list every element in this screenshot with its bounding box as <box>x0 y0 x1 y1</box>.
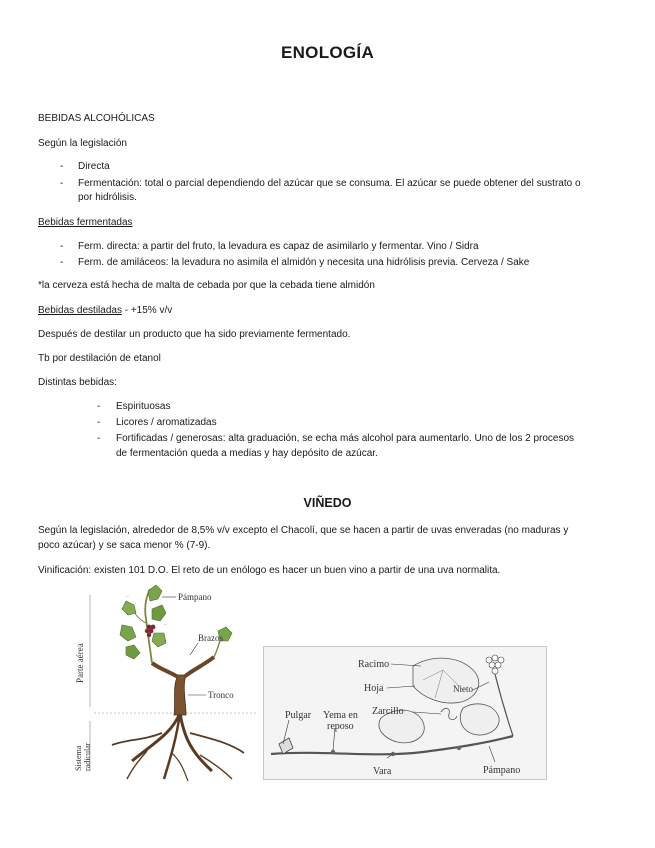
svg-text:—: — <box>164 622 167 626</box>
kinds-label: Distintas bebidas: <box>38 377 117 388</box>
roots <box>112 713 244 781</box>
legal-line: Según la legislación <box>38 138 127 149</box>
label-pampano-2: Pámpano <box>483 765 521 776</box>
list-item-fortificadas-cont: de fermentación queda a medias y hay depósito de azúcar. <box>116 448 378 459</box>
svg-text:—: — <box>164 638 167 642</box>
list-bullet: - <box>60 257 64 268</box>
label-yema-en: Yema en <box>323 710 358 721</box>
label-vara: Vara <box>373 766 392 777</box>
list-item-fortificadas: Fortificadas / generosas: alta graduación, se echa más alcohol para aumentarlo. Uno de los 2 procesos <box>116 433 575 444</box>
list-item-directa: Directa <box>78 161 110 172</box>
vine-shoot-figure <box>263 646 547 780</box>
section-heading-bebidas: BEBIDAS ALCOHÓLICAS <box>38 113 155 124</box>
list-bullet: - <box>97 433 101 444</box>
label-sistema: Sistema <box>74 745 83 771</box>
vinedo-paragraph-cont: poco azúcar) y se saca menor % (7-9). <box>38 540 211 551</box>
grapevine-plant-figure <box>72 583 260 783</box>
distilled-abv: - +15% v/v <box>121 305 173 316</box>
label-pulgar: Pulgar <box>285 710 312 721</box>
label-hoja: Hoja <box>364 683 384 694</box>
vinificacion-paragraph: Vinificación: existen 101 D.O. El reto de un enólogo es hacer un buen vino a partir de una uva normalita. <box>38 565 501 576</box>
list-item-licores: Licores / aromatizadas <box>116 417 217 428</box>
page-title: ENOLOGÍA <box>280 43 375 62</box>
list-item-ferm-amilaceos: Ferm. de amiláceos: la levadura no asimila el almidón y necesita una hidrólisis previa. Cerveza / Sake <box>78 257 530 268</box>
brazos-leader <box>190 643 198 655</box>
list-bullet: - <box>97 417 101 428</box>
distilled-line <box>38 304 172 318</box>
label-brazos: Brazos <box>198 633 223 643</box>
list-item-fermentacion-cont: por hidrólisis. <box>78 192 137 203</box>
label-reposo: reposo <box>327 721 354 732</box>
list-item-ferm-directa: Ferm. directa: a partir del fruto, la levadura es capaz de asimilarlo y fermentar. Vino / Sidra <box>78 241 479 252</box>
list-item-espirituosas: Espirituosas <box>116 401 171 412</box>
list-bullet: - <box>97 401 101 412</box>
subheading-fermentadas: Bebidas fermentadas <box>38 217 133 228</box>
trunk <box>152 657 214 715</box>
list-item-fermentacion: Fermentación: total o parcial dependiendo del azúcar que se consuma. El azúcar se puede obtener del sustrato o <box>78 178 581 189</box>
section-heading-vinedo: VIÑEDO <box>303 496 352 510</box>
leaves <box>120 585 232 659</box>
label-radicular: radicular <box>83 742 92 771</box>
svg-text:—: — <box>126 594 129 598</box>
list-bullet: - <box>60 241 64 252</box>
label-racimo: Racimo <box>358 659 390 670</box>
list-bullet: - <box>60 178 64 189</box>
distill-ethanol: Tb por destilación de etanol <box>38 353 161 364</box>
list-bullet: - <box>60 161 64 172</box>
label-tronco: Tronco <box>208 690 234 700</box>
label-zarcillo: Zarcillo <box>372 706 404 717</box>
label-parte-aerea: Parte aérea <box>75 643 85 683</box>
label-pampano: Pámpano <box>178 592 212 602</box>
beer-note: *la cerveza está hecha de malta de cebada por que la cebada tiene almidón <box>38 280 375 291</box>
subheading-destiladas: Bebidas destiladas <box>38 305 122 316</box>
label-nieto: Nieto <box>453 684 473 694</box>
distill-description: Después de destilar un producto que ha sido previamente fermentado. <box>38 329 351 340</box>
vinedo-paragraph: Según la legislación, alrededor de 8,5% v/v excepto el Chacolí, que se hacen a partir de uvas enveradas (no maduras y <box>38 525 569 536</box>
